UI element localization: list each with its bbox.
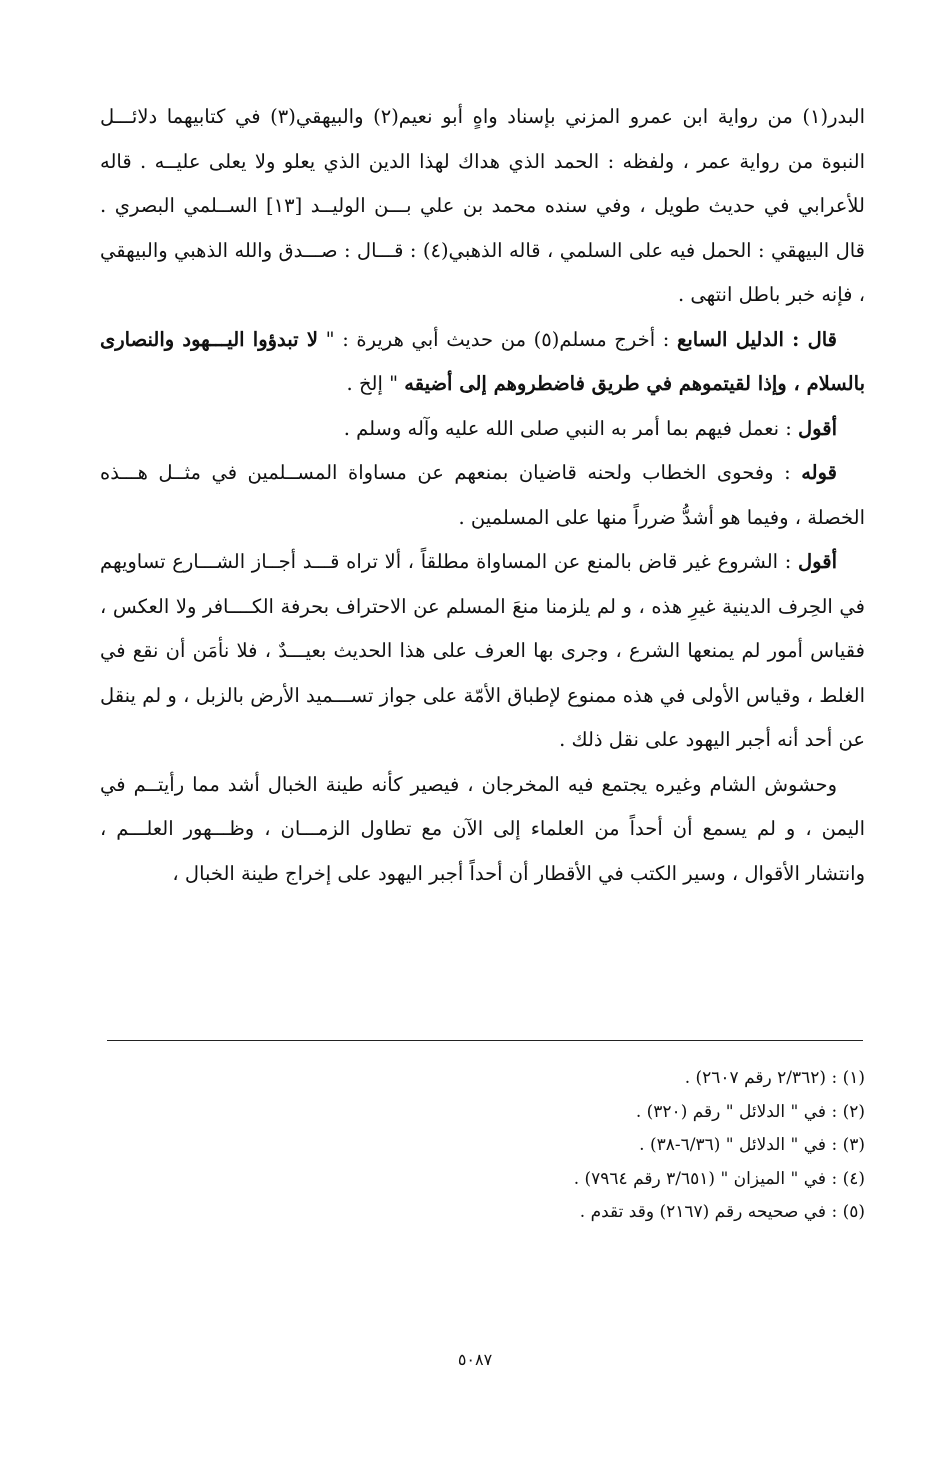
footnote-4: (٤) : في " الميزان " (٣/٦٥١ رقم ٧٩٦٤) . [573, 1168, 865, 1189]
page-number: ٥٠٨٧ [457, 1350, 493, 1369]
footnote-1: (١) : (٢/٣٦٢ رقم ٢٦٠٧) . [684, 1068, 865, 1088]
paragraph-5 [100, 540, 865, 763]
footnote-3: (٣) : في " الدلائل " (٦/٣٦-٣٨) . [639, 1135, 865, 1155]
paragraph-1: البدر(١) من رواية ابن عمرو المزني بإسناد واهٍ أبو نعيم(٢) والبيهقي(٣) في كتابيهما دلائـــل النبوة من رواية عمر ، ولفظه : الحمد الذي هداك لهذا الدين الذي يعلو ولا يعلى عليــه . قاله للأعرابي في حديث طويل ، وفي سنده محمد بن علي بـــن الوليــد [١٣] الســلمي البصري . قال البيهقي : الحمل فيه على السلمي ، قاله الذهبي(٤) : قـــال : صـــدق والله الذهبي والبيهقي ، فإنه خبر باطل انتهى . [100, 105, 866, 306]
footnote-divider [107, 1040, 863, 1041]
paragraph-4 [100, 451, 865, 540]
paragraph-2-mid: : أخرج مسلم(٥) من حديث أبي هريرة : " [317, 327, 677, 351]
paragraph-2 [100, 318, 865, 407]
paragraph-2-hadith: لا تبدؤوا اليـــهود والنصارى بالسلام ، وإذا لقيتموهم في طريق فاضطروهم إلى أضيقه [100, 327, 865, 395]
paragraph-3 [100, 407, 865, 452]
footnote-2: (٢) : في " الدلائل " رقم (٣٢٠) . [635, 1101, 865, 1122]
paragraph-3-text: : نعمل فيهم بما أمر به النبي صلى الله عليه وآله وسلم . [343, 416, 799, 440]
paragraph-2-lead: قال : [783, 327, 837, 351]
paragraph-6: وحشوش الشام وغيره يجتمع فيه المخرجان ، فيصير كأنه طينة الخبال أشد مما رأيتــم في اليمن ، و لم يسمع أن أحداً من العلماء إلى الآن مع تطاول الزمـــان ، وظـــهور العلـــم ، وانتشار الأقوال ، وسير الكتب في الأقطار أن أحداً أجبر اليهود على إخراج طينة الخبال ، [100, 772, 865, 885]
paragraph-5-text: : الشروع غير قاض بالمنع عن المساواة مطلقاً ، ألا تراه قـــد أجــاز الشـــارع تساويهم في الحِرف الدينية غيرِ هذه ، و لم يلزمنا منعَ المسلم عن الاحتراف بحرفة الكــــافر ولا العكس ، فقياس أمور لم يمنعها الشرع ، وجرى بها العرف على هذا الحديث بعيـــدٌ ، فلا نأمَن أن نقع في الغلط ، وقياس الأولى في هذه ممنوع لإطباق الأمّة على جواز تســـميد الأرض بالزبل ، و لم ينقل عن أحد أنه أجبر اليهود على نقل ذلك . [100, 550, 865, 751]
paragraph-2-tail: " إلخ . [346, 372, 405, 395]
paragraph-3-label: أقول [798, 416, 837, 440]
footnote-5: (٥) : في صحيحه رقم (٢١٦٧) وقد تقدم . [579, 1202, 865, 1222]
paragraph-4-text: : وفحوى الخطاب ولحنه قاضيان بمنعهم عن مساواة المســلمين في مثــل هـــذه الخصلة ، وفيما هو أشدُّ ضرراً منها على المسلمين . [100, 461, 865, 529]
main-text [100, 95, 865, 896]
paragraph-2-heading: الدليل السابع [676, 327, 784, 351]
footnotes [100, 1062, 865, 1230]
paragraph-4-label: قوله [801, 461, 837, 484]
paragraph-5-label: أقول [798, 550, 837, 573]
